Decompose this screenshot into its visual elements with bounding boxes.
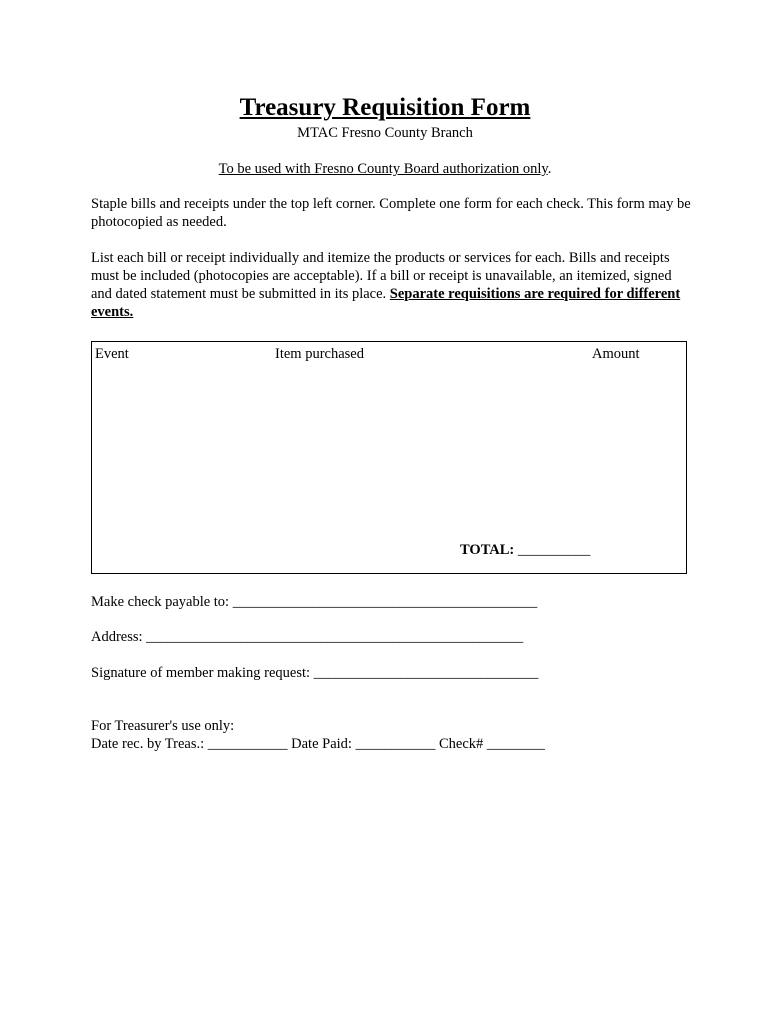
payable-to-field[interactable]: Make check payable to: __________________________________________ — [91, 594, 538, 610]
treasurer-fields[interactable]: Date rec. by Treas.: ___________ Date Paid: ___________ Check# ________ — [91, 736, 545, 752]
instructions-staple: Staple bills and receipts under the top left corner. Complete one form for each check. This form may be photocopied as needed. — [91, 196, 691, 230]
amount-column-header: Amount — [592, 346, 640, 362]
signature-field[interactable]: Signature of member making request: _______________________________ — [91, 665, 539, 681]
items-table[interactable] — [91, 341, 687, 574]
address-field[interactable]: Address: ____________________________________________________ — [91, 629, 524, 645]
separate-requisitions-note: Separate requisitions are required for different events. — [91, 286, 681, 320]
item-purchased-column-header: Item purchased — [275, 346, 364, 362]
total-blank[interactable]: __________ — [517, 542, 591, 558]
total-label: TOTAL: — [460, 542, 515, 558]
authorization-period: . — [547, 161, 552, 177]
authorization-note — [0, 160, 770, 178]
treasurer-heading: For Treasurer's use only: — [91, 718, 235, 734]
event-column-header: Event — [95, 346, 129, 362]
branch-subtitle: MTAC Fresno County Branch — [297, 125, 473, 141]
instructions-itemize-text: List each bill or receipt individually and itemize the products or services for each. Bills and receipts must be included (photocopies are acceptable). If a bill or receipt is unavailable, an itemized, signed and dated statement must be submitted in its place. — [91, 250, 672, 302]
authorization-text: To be used with Fresno County Board authorization only — [218, 161, 548, 177]
page-title: Treasury Requisition Form — [239, 94, 531, 121]
total-row — [460, 541, 590, 559]
instructions-itemize — [91, 249, 691, 321]
